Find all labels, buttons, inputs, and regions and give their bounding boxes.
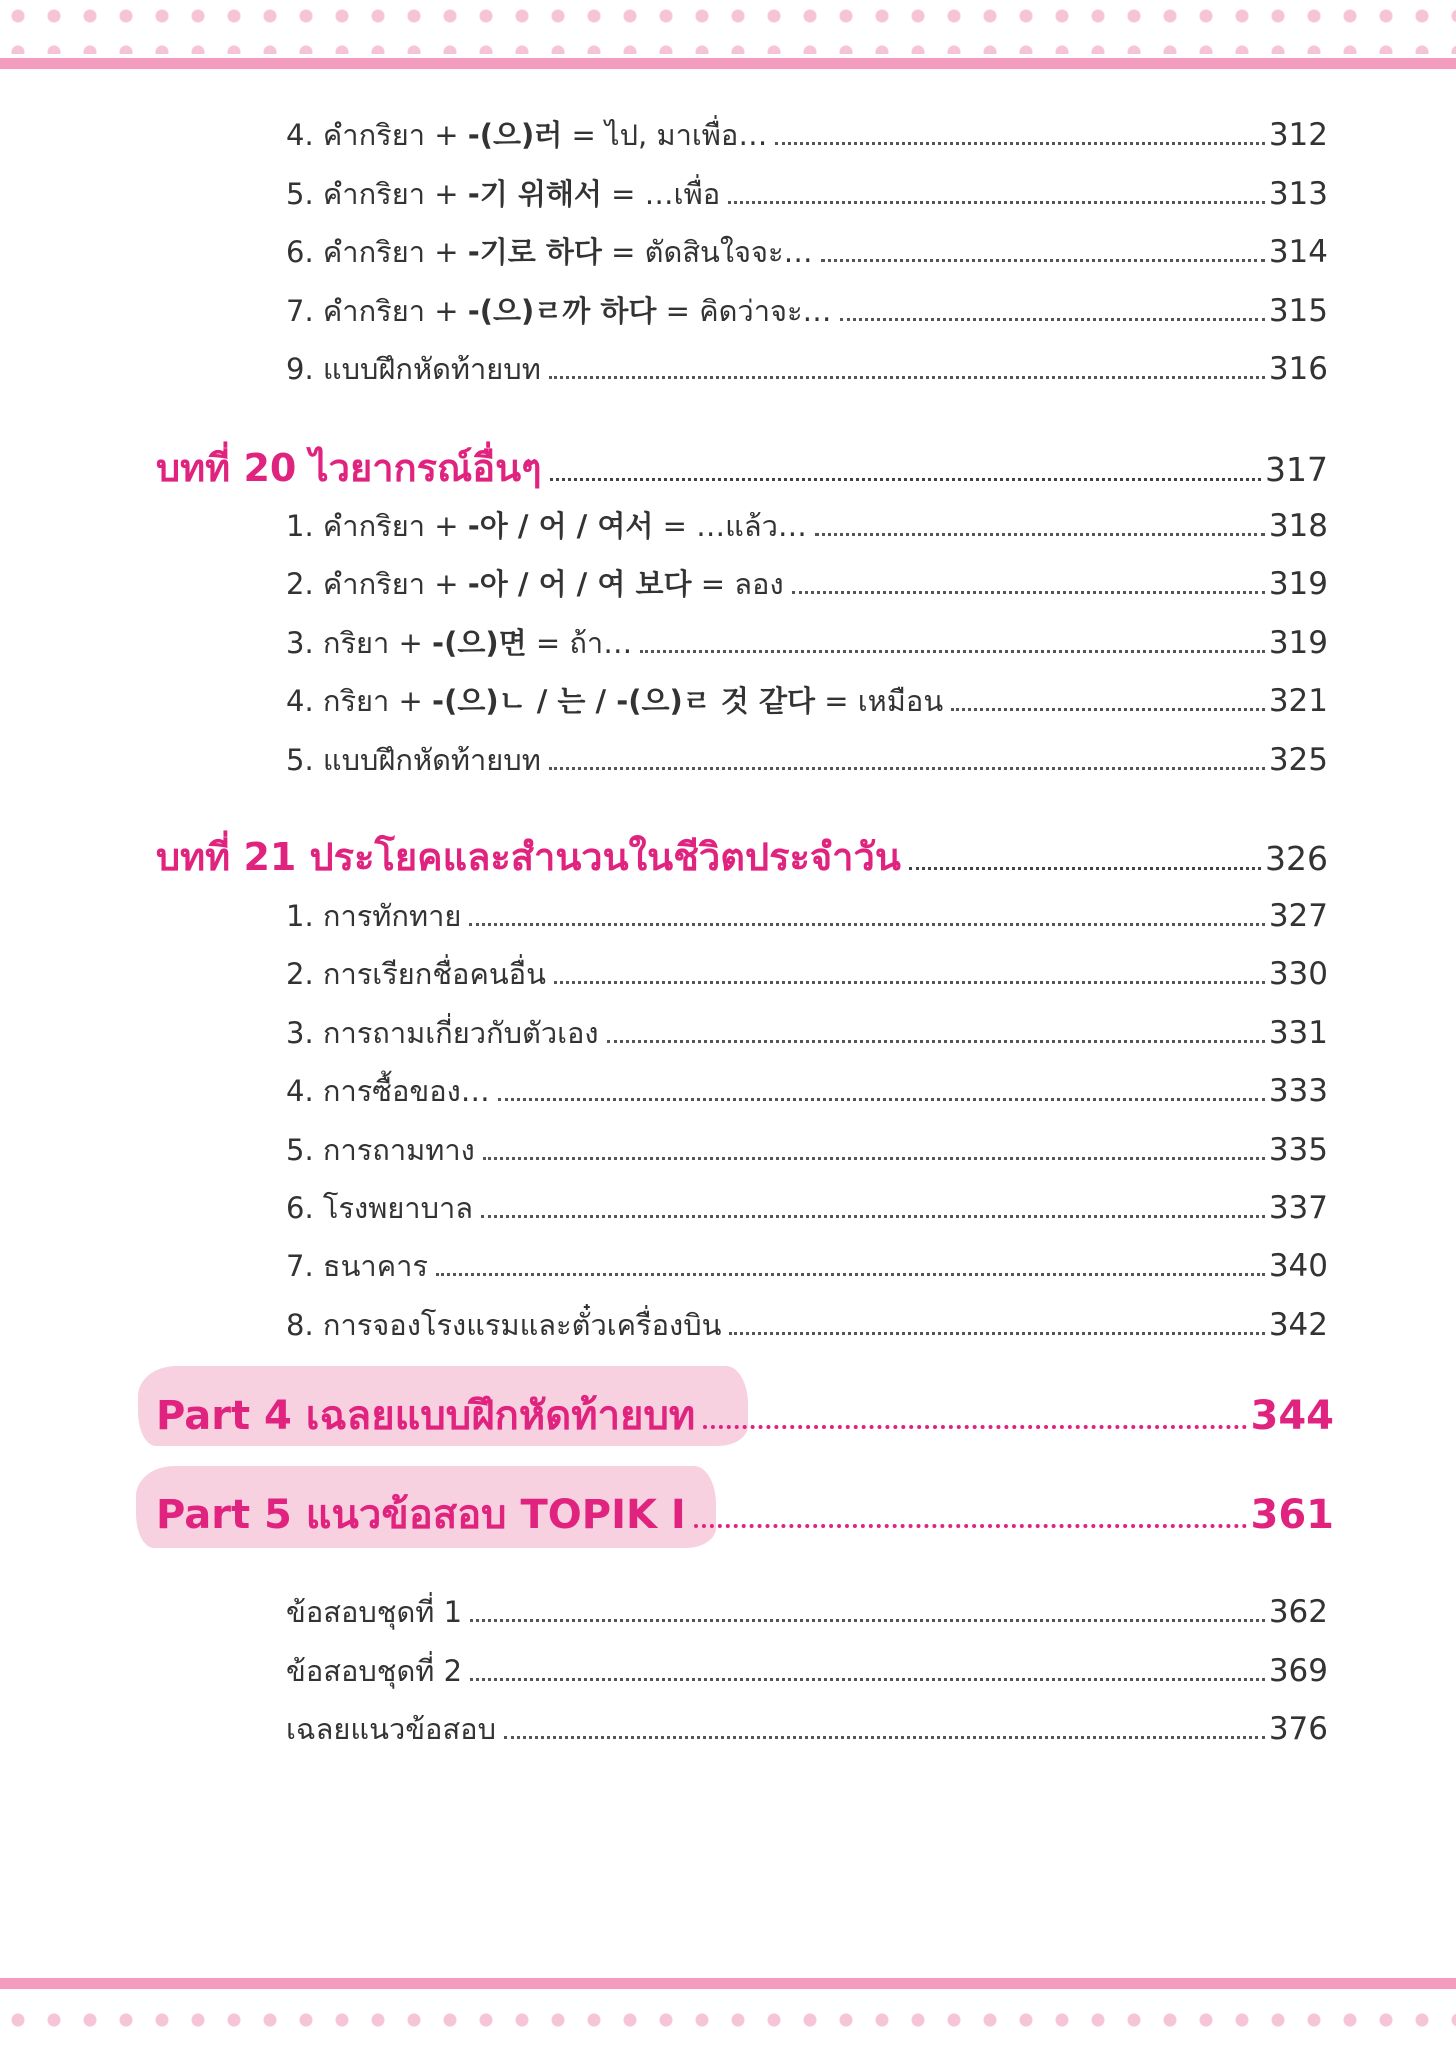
toc-entry[interactable] xyxy=(286,171,1328,217)
page-number: 319 xyxy=(1268,625,1328,661)
entry-text: 3. การถามเกี่ยวกับตัวเอง xyxy=(286,1016,599,1050)
entry-text: 1. การทักทาย xyxy=(286,899,462,933)
page-number: 376 xyxy=(1268,1711,1328,1747)
entry-text: เฉลยแนวข้อสอบ xyxy=(286,1712,496,1746)
page-number: 333 xyxy=(1268,1073,1328,1109)
page-number: 321 xyxy=(1268,683,1328,719)
toc-entry[interactable] xyxy=(286,1127,1328,1173)
dot-leader xyxy=(469,923,1264,926)
entry-text: 9. แบบฝึกหัดท้ายบท xyxy=(286,352,541,386)
bottom-dot-border xyxy=(0,2000,1456,2046)
entry-text: 6. โรงพยาบาล xyxy=(286,1191,474,1225)
entry-text: ข้อสอบชุดที่ 2 xyxy=(286,1654,463,1688)
dot-leader xyxy=(549,376,1265,379)
toc-entry[interactable] xyxy=(286,288,1328,334)
entry-text: ข้อสอบชุดที่ 1 xyxy=(286,1595,463,1629)
toc-entry[interactable] xyxy=(286,1706,1328,1752)
dot-leader xyxy=(554,981,1265,984)
part-heading[interactable] xyxy=(156,1383,1334,1447)
toc-entry[interactable] xyxy=(286,1185,1328,1231)
dot-leader xyxy=(498,1098,1265,1101)
toc-entry[interactable] xyxy=(286,1302,1328,1348)
toc-entry[interactable] xyxy=(286,1010,1328,1056)
chapter-title: บทที่ 21 ประโยคและสำนวนในชีวิตประจำวัน xyxy=(156,835,901,879)
page-number: 319 xyxy=(1268,566,1328,602)
toc-entry[interactable] xyxy=(286,346,1328,392)
entry-text: 2. การเรียกชื่อคนอื่น xyxy=(286,957,546,991)
entry-text: 4. กริยา + -(으)ㄴ / 는 / -(으)ㄹ 것 같다 = เหมือน xyxy=(286,684,944,718)
dot-leader xyxy=(792,591,1265,594)
dot-leader xyxy=(703,1425,1246,1429)
entry-text: 3. กริยา + -(으)면 = ถ้า… xyxy=(286,626,633,660)
page-number: 361 xyxy=(1250,1492,1334,1538)
page-number: 331 xyxy=(1268,1015,1328,1051)
dot-leader xyxy=(951,708,1265,711)
entry-text: 6. คำกริยา + -기로 하다 = ตัดสินใจจะ… xyxy=(286,235,813,269)
dot-leader xyxy=(694,1524,1247,1528)
bottom-pink-band xyxy=(0,1978,1456,1989)
toc-entry[interactable] xyxy=(286,503,1328,549)
entry-text: 5. แบบฝึกหัดท้ายบท xyxy=(286,743,541,777)
page-number: 312 xyxy=(1268,117,1328,153)
page-number: 362 xyxy=(1268,1594,1328,1630)
dot-leader xyxy=(821,259,1265,262)
page-number: 326 xyxy=(1265,839,1328,878)
dot-leader xyxy=(607,1040,1265,1043)
dot-leader xyxy=(728,201,1265,204)
toc-entry[interactable] xyxy=(286,229,1328,275)
part-heading[interactable] xyxy=(156,1482,1334,1546)
chapter-heading[interactable] xyxy=(156,437,1328,498)
dot-leader xyxy=(729,1332,1264,1335)
dot-leader xyxy=(775,142,1265,145)
dot-leader xyxy=(549,767,1265,770)
dot-leader xyxy=(909,867,1261,870)
dot-leader xyxy=(550,478,1262,481)
toc-entry[interactable] xyxy=(286,893,1328,939)
page-number: 327 xyxy=(1268,898,1328,934)
dot-leader xyxy=(504,1736,1265,1739)
toc-entry[interactable] xyxy=(286,737,1328,783)
toc-entry[interactable] xyxy=(286,561,1328,607)
entry-text: 7. ธนาคาร xyxy=(286,1249,428,1283)
entry-text: 4. การซื้อของ… xyxy=(286,1074,490,1108)
toc-entry[interactable] xyxy=(286,1243,1328,1289)
page-number: 342 xyxy=(1268,1307,1328,1343)
dot-leader xyxy=(436,1273,1265,1276)
entry-text: 7. คำกริยา + -(으)ㄹ까 하다 = คิดว่าจะ… xyxy=(286,294,832,328)
page-number: 344 xyxy=(1250,1393,1334,1439)
page-number: 317 xyxy=(1265,450,1328,489)
page-number: 316 xyxy=(1268,351,1328,387)
toc-entry[interactable] xyxy=(286,1589,1328,1635)
entry-text: 2. คำกริยา + -아 / 어 / 여 보다 = ลอง xyxy=(286,567,784,601)
entry-text: 1. คำกริยา + -아 / 어 / 여서 = …แล้ว… xyxy=(286,509,807,543)
dot-leader xyxy=(470,1678,1265,1681)
dot-leader xyxy=(815,533,1265,536)
chapter-heading[interactable] xyxy=(156,826,1328,887)
dot-leader xyxy=(470,1619,1265,1622)
page-number: 369 xyxy=(1268,1653,1328,1689)
page-number: 340 xyxy=(1268,1248,1328,1284)
entry-text: 4. คำกริยา + -(으)러 = ไป, มาเพื่อ… xyxy=(286,118,768,152)
page-number: 318 xyxy=(1268,508,1328,544)
entry-text: 8. การจองโรงแรมและตั๋วเครื่องบิน xyxy=(286,1308,722,1342)
toc-entry[interactable] xyxy=(286,620,1328,666)
dot-leader xyxy=(840,318,1265,321)
part-title: Part 4 เฉลยแบบฝึกหัดท้ายบท xyxy=(156,1393,696,1439)
page-number: 337 xyxy=(1268,1190,1328,1226)
entry-text: 5. คำกริยา + -기 위해서 = …เพื่อ xyxy=(286,177,721,211)
page-number: 325 xyxy=(1268,742,1328,778)
page-number: 314 xyxy=(1268,234,1328,270)
dot-leader xyxy=(640,650,1265,653)
entry-text: 5. การถามทาง xyxy=(286,1133,475,1167)
chapter-title: บทที่ 20 ไวยากรณ์อื่นๆ xyxy=(156,446,542,490)
toc-entry[interactable] xyxy=(286,112,1328,158)
page-number: 315 xyxy=(1268,293,1328,329)
toc-entry[interactable] xyxy=(286,678,1328,724)
part-title: Part 5 แนวข้อสอบ TOPIK I xyxy=(156,1492,686,1538)
dot-leader xyxy=(481,1215,1265,1218)
toc-entry[interactable] xyxy=(286,1648,1328,1694)
page-number: 335 xyxy=(1268,1132,1328,1168)
page-number: 330 xyxy=(1268,956,1328,992)
dot-leader xyxy=(483,1157,1265,1160)
page-number: 313 xyxy=(1268,176,1328,212)
toc-entry[interactable] xyxy=(286,951,1328,997)
toc-entry[interactable] xyxy=(286,1068,1328,1114)
